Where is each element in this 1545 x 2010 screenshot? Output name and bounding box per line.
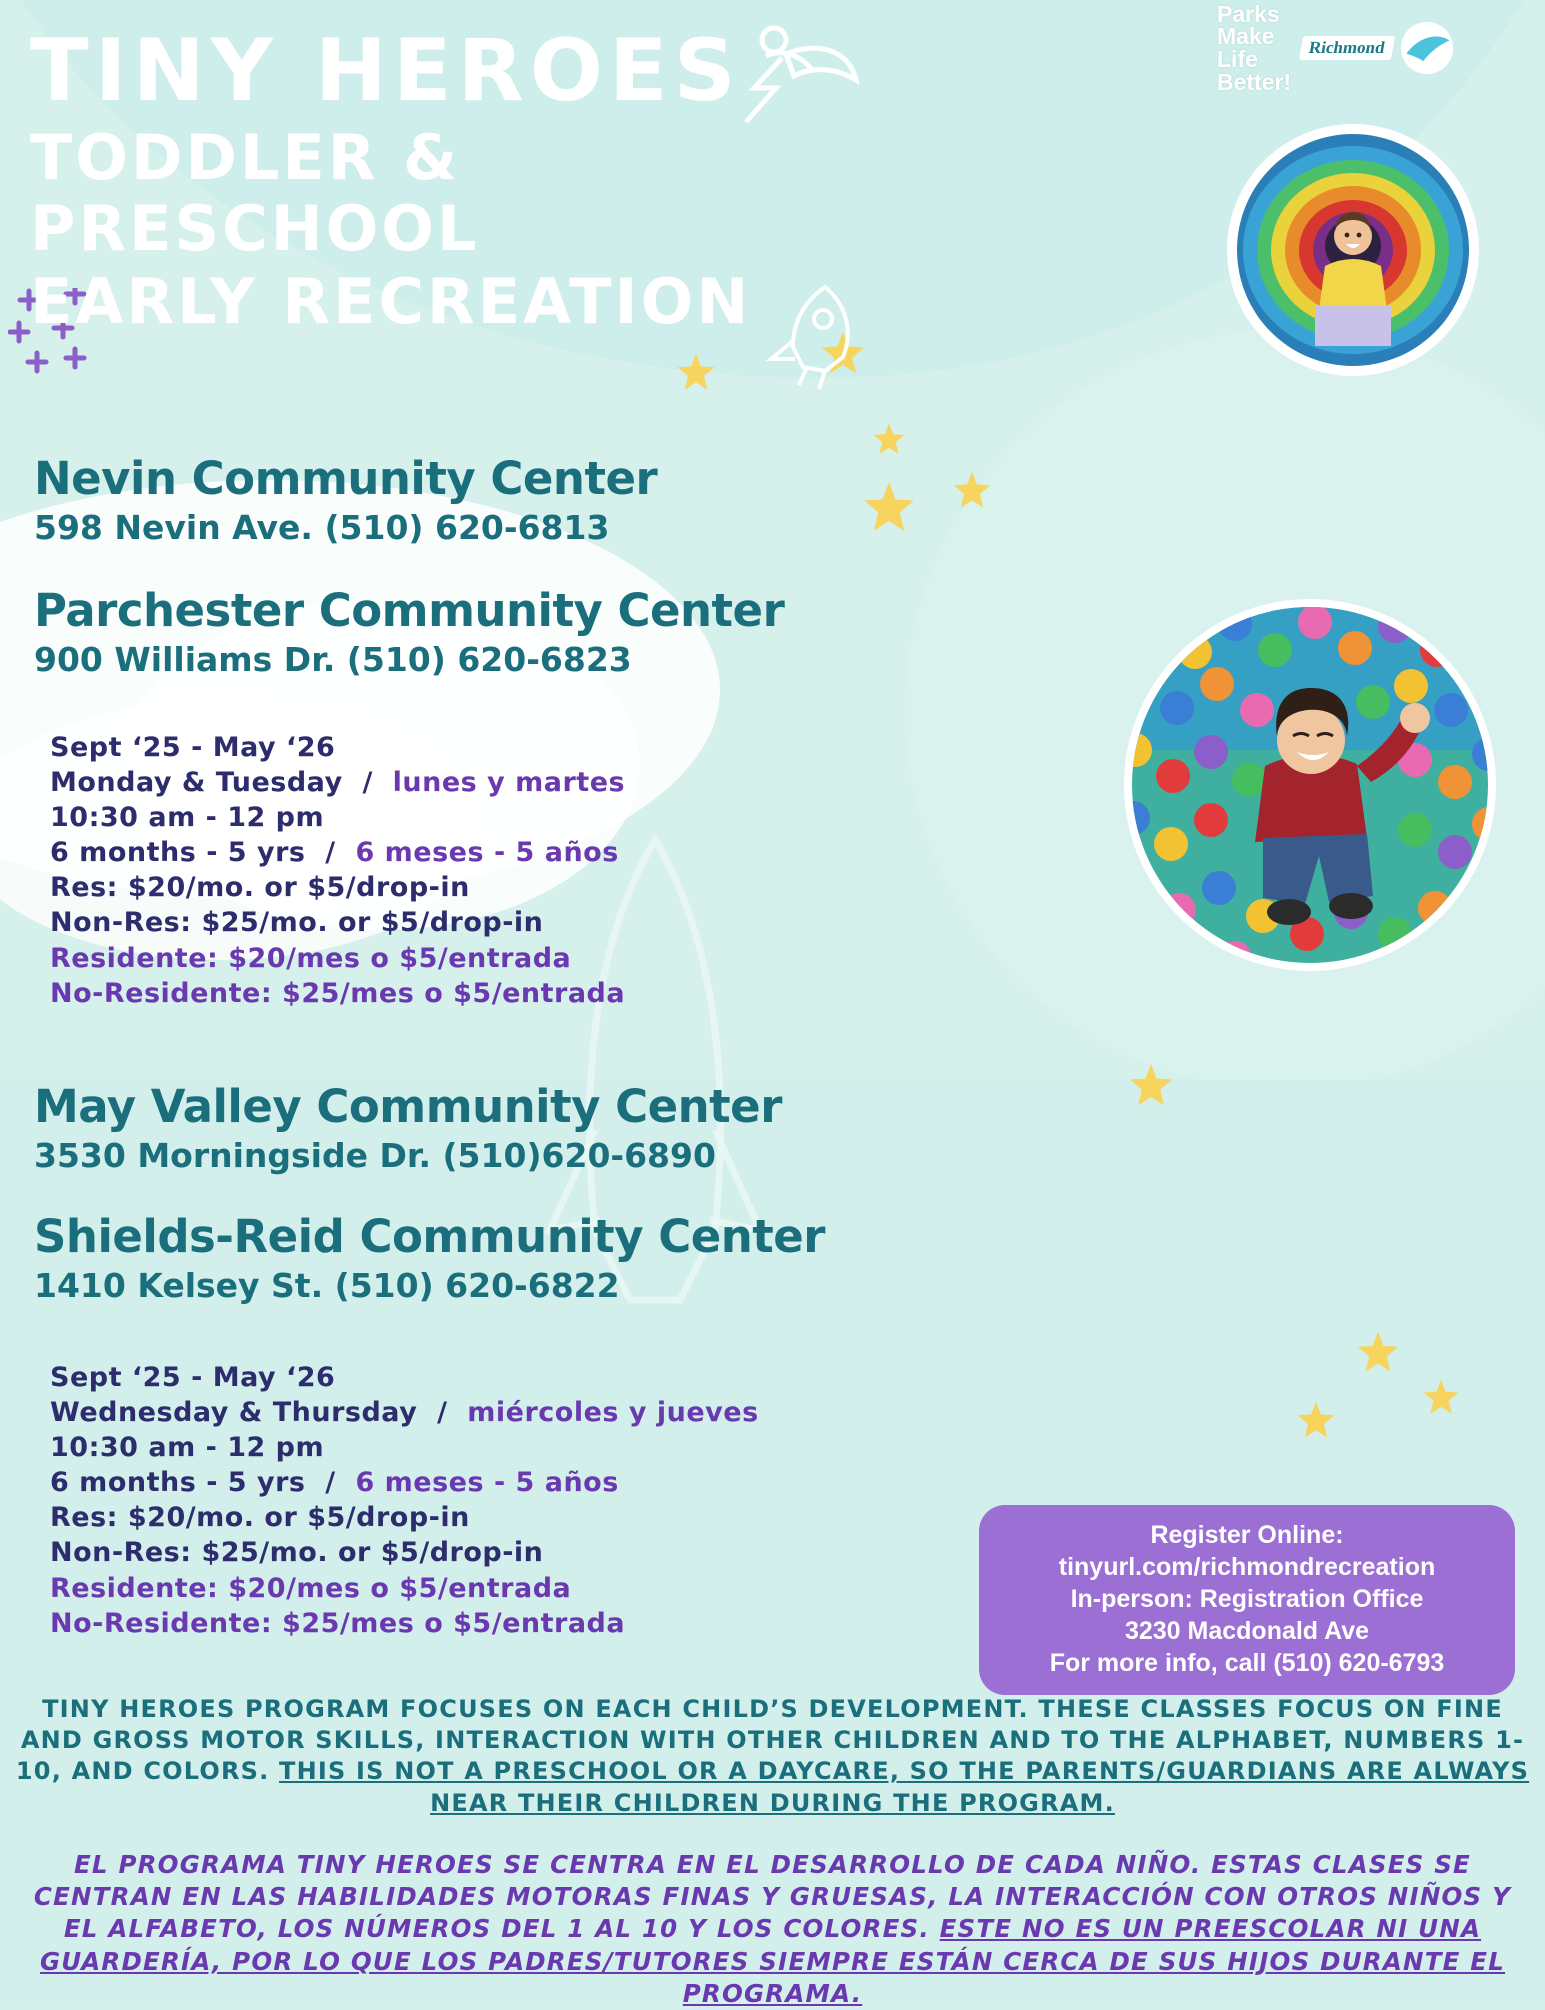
schedule-days (50, 1395, 759, 1430)
center-name: Nevin Community Center (34, 452, 658, 505)
footer-paragraph-es (0, 1849, 1545, 2010)
schedule-resident-price-en: Res: $20/mo. or $5/drop-in (50, 1502, 470, 1534)
register-in-person-label: In-person: Registration Office (1070, 1585, 1424, 1613)
photo-child-in-tunnel (1219, 120, 1487, 380)
star-icon (1356, 1330, 1400, 1374)
schedule-ages-es: 6 meses - 5 años (355, 1467, 619, 1499)
center-name: Shields-Reid Community Center (34, 1210, 825, 1263)
logo-tagline-line-3: Life (1217, 46, 1258, 72)
schedule-time: 10:30 am - 12 pm (50, 1432, 325, 1464)
schedule-time: 10:30 am - 12 pm (50, 802, 325, 834)
logo-tagline-line-4: Better! (1217, 68, 1292, 95)
register-office-address: 3230 Macdonald Ave (1124, 1617, 1370, 1645)
footer-paragraph-en (0, 1694, 1545, 1819)
schedule-season: Sept ‘25 - May ‘26 (50, 732, 336, 763)
schedule-days-en: Wednesday & Thursday (50, 1397, 418, 1429)
photo-child-in-ball-pit (1115, 590, 1505, 980)
schedule-ages-separator: / (305, 1467, 356, 1499)
center-block-nevin (34, 452, 658, 547)
center-address: 1410 Kelsey St. (510) 620-6822 (34, 1265, 620, 1305)
schedule-mon-tue (50, 730, 625, 1011)
schedule-days-separator: / (342, 767, 393, 799)
schedule-days-en: Monday & Tuesday (50, 767, 343, 799)
registration-info-box (979, 1505, 1515, 1695)
schedule-ages-separator: / (305, 837, 356, 869)
star-icon (676, 352, 716, 392)
schedule-resident-price-en: Res: $20/mo. or $5/drop-in (50, 872, 470, 904)
schedule-ages-en: 6 months - 5 yrs (50, 1467, 306, 1499)
footer-en-text: TINY HEROES PROGRAM FOCUSES ON EACH CHILD’S DEVELOPMENT. THESE CLASSES FOCUS ON FINE AND GROSS MOTOR SKILLS, INTERACTION WITH OTHER CHILDREN AND TO THE ALPHABET, NUMBERS 1-10, AND COLORS. (15, 1695, 1525, 1786)
logo-tagline-line-1: Parks (1217, 0, 1280, 27)
star-icon (1128, 1062, 1174, 1108)
center-address: 3530 Morningside Dr. (510)620-6890 (34, 1135, 716, 1175)
schedule-days-separator: / (417, 1397, 468, 1429)
schedule-days-es: lunes y martes (392, 767, 626, 799)
schedule-days-es: miércoles y jueves (467, 1397, 759, 1429)
footer-description (0, 1694, 1545, 2010)
subtitle-line-1: TODDLER & PRESCHOOL (30, 120, 480, 266)
star-icon (952, 470, 992, 510)
center-name: May Valley Community Center (34, 1080, 782, 1133)
center-name: Parchester Community Center (34, 584, 785, 637)
schedule-resident-price-es: Residente: $20/mes o $5/entrada (50, 1572, 572, 1604)
schedule-nonresident-price-es: No-Residente: $25/mes o $5/entrada (50, 977, 626, 1009)
city-of-richmond-wordmark: Richmond (1299, 36, 1395, 60)
center-block-may-valley (34, 1080, 782, 1175)
superhero-flying-icon (716, 18, 866, 148)
schedule-nonresident-price-es: No-Residente: $25/mes o $5/entrada (50, 1607, 626, 1639)
schedule-resident-price-es: Residente: $20/mes o $5/entrada (50, 942, 572, 974)
register-url[interactable]: tinyurl.com/richmondrecreation (1058, 1553, 1436, 1581)
center-block-parchester (34, 584, 785, 679)
schedule-wed-thu (50, 1360, 759, 1641)
schedule-season: Sept ‘25 - May ‘26 (50, 1362, 336, 1393)
parks-make-life-better-logo (1217, 0, 1517, 95)
footer-es-text: EL PROGRAMA TINY HEROES SE CENTRA EN EL DESARROLLO DE CADA NIÑO. ESTAS CLASES SE CENTRAN EN LAS HABILIDADES MOTORAS FINAS Y GRUESAS, LA INTERACCIÓN CON OTROS NIÑOS Y EL ALFABETO, LOS NÚMEROS DEL 1 AL 10 Y LOS COLORES. (33, 1849, 1512, 1944)
center-block-shields-reid (34, 1210, 825, 1305)
logo-tagline-line-2: Make (1217, 23, 1275, 50)
subtitle-line-2: EARLY RECREATION (30, 265, 752, 339)
footer-en-underlined: THIS IS NOT A PRESCHOOL OR A DAYCARE, SO THE PARENTS/GUARDIANS ARE ALWAYS NEAR THEIR CHILDREN DURING THE PROGRAM. (279, 1757, 1530, 1817)
logo-tagline (1217, 0, 1292, 95)
schedule-nonresident-price-en: Non-Res: $25/mo. or $5/drop-in (50, 1537, 544, 1569)
star-icon (1296, 1400, 1336, 1440)
schedule-ages-en: 6 months - 5 yrs (50, 837, 306, 869)
page-title: TINY HEROES (30, 21, 742, 121)
schedule-ages (50, 835, 625, 870)
schedule-nonresident-price-en: Non-Res: $25/mo. or $5/drop-in (50, 907, 544, 939)
register-online-label: Register Online: (1150, 1521, 1344, 1549)
star-icon (872, 422, 906, 456)
register-phone: For more info, call (510) 620-6793 (1049, 1649, 1445, 1677)
star-icon (1422, 1378, 1460, 1416)
footer-es-underlined: ESTE NO ES UN PREESCOLAR NI UNA GUARDERÍA, POR LO QUE LOS PADRES/TUTORES SIEMPRE ESTÁN CERCA DE SUS HIJOS DURANTE EL PROGRAMA. (39, 1914, 1506, 2009)
star-icon (862, 480, 916, 534)
center-address: 900 Williams Dr. (510) 620-6823 (34, 639, 632, 679)
schedule-ages-es: 6 meses - 5 años (355, 837, 619, 869)
center-address: 598 Nevin Ave. (510) 620-6813 (34, 507, 610, 547)
schedule-days (50, 765, 625, 800)
schedule-ages (50, 1465, 759, 1500)
swoosh-icon (1399, 20, 1455, 76)
